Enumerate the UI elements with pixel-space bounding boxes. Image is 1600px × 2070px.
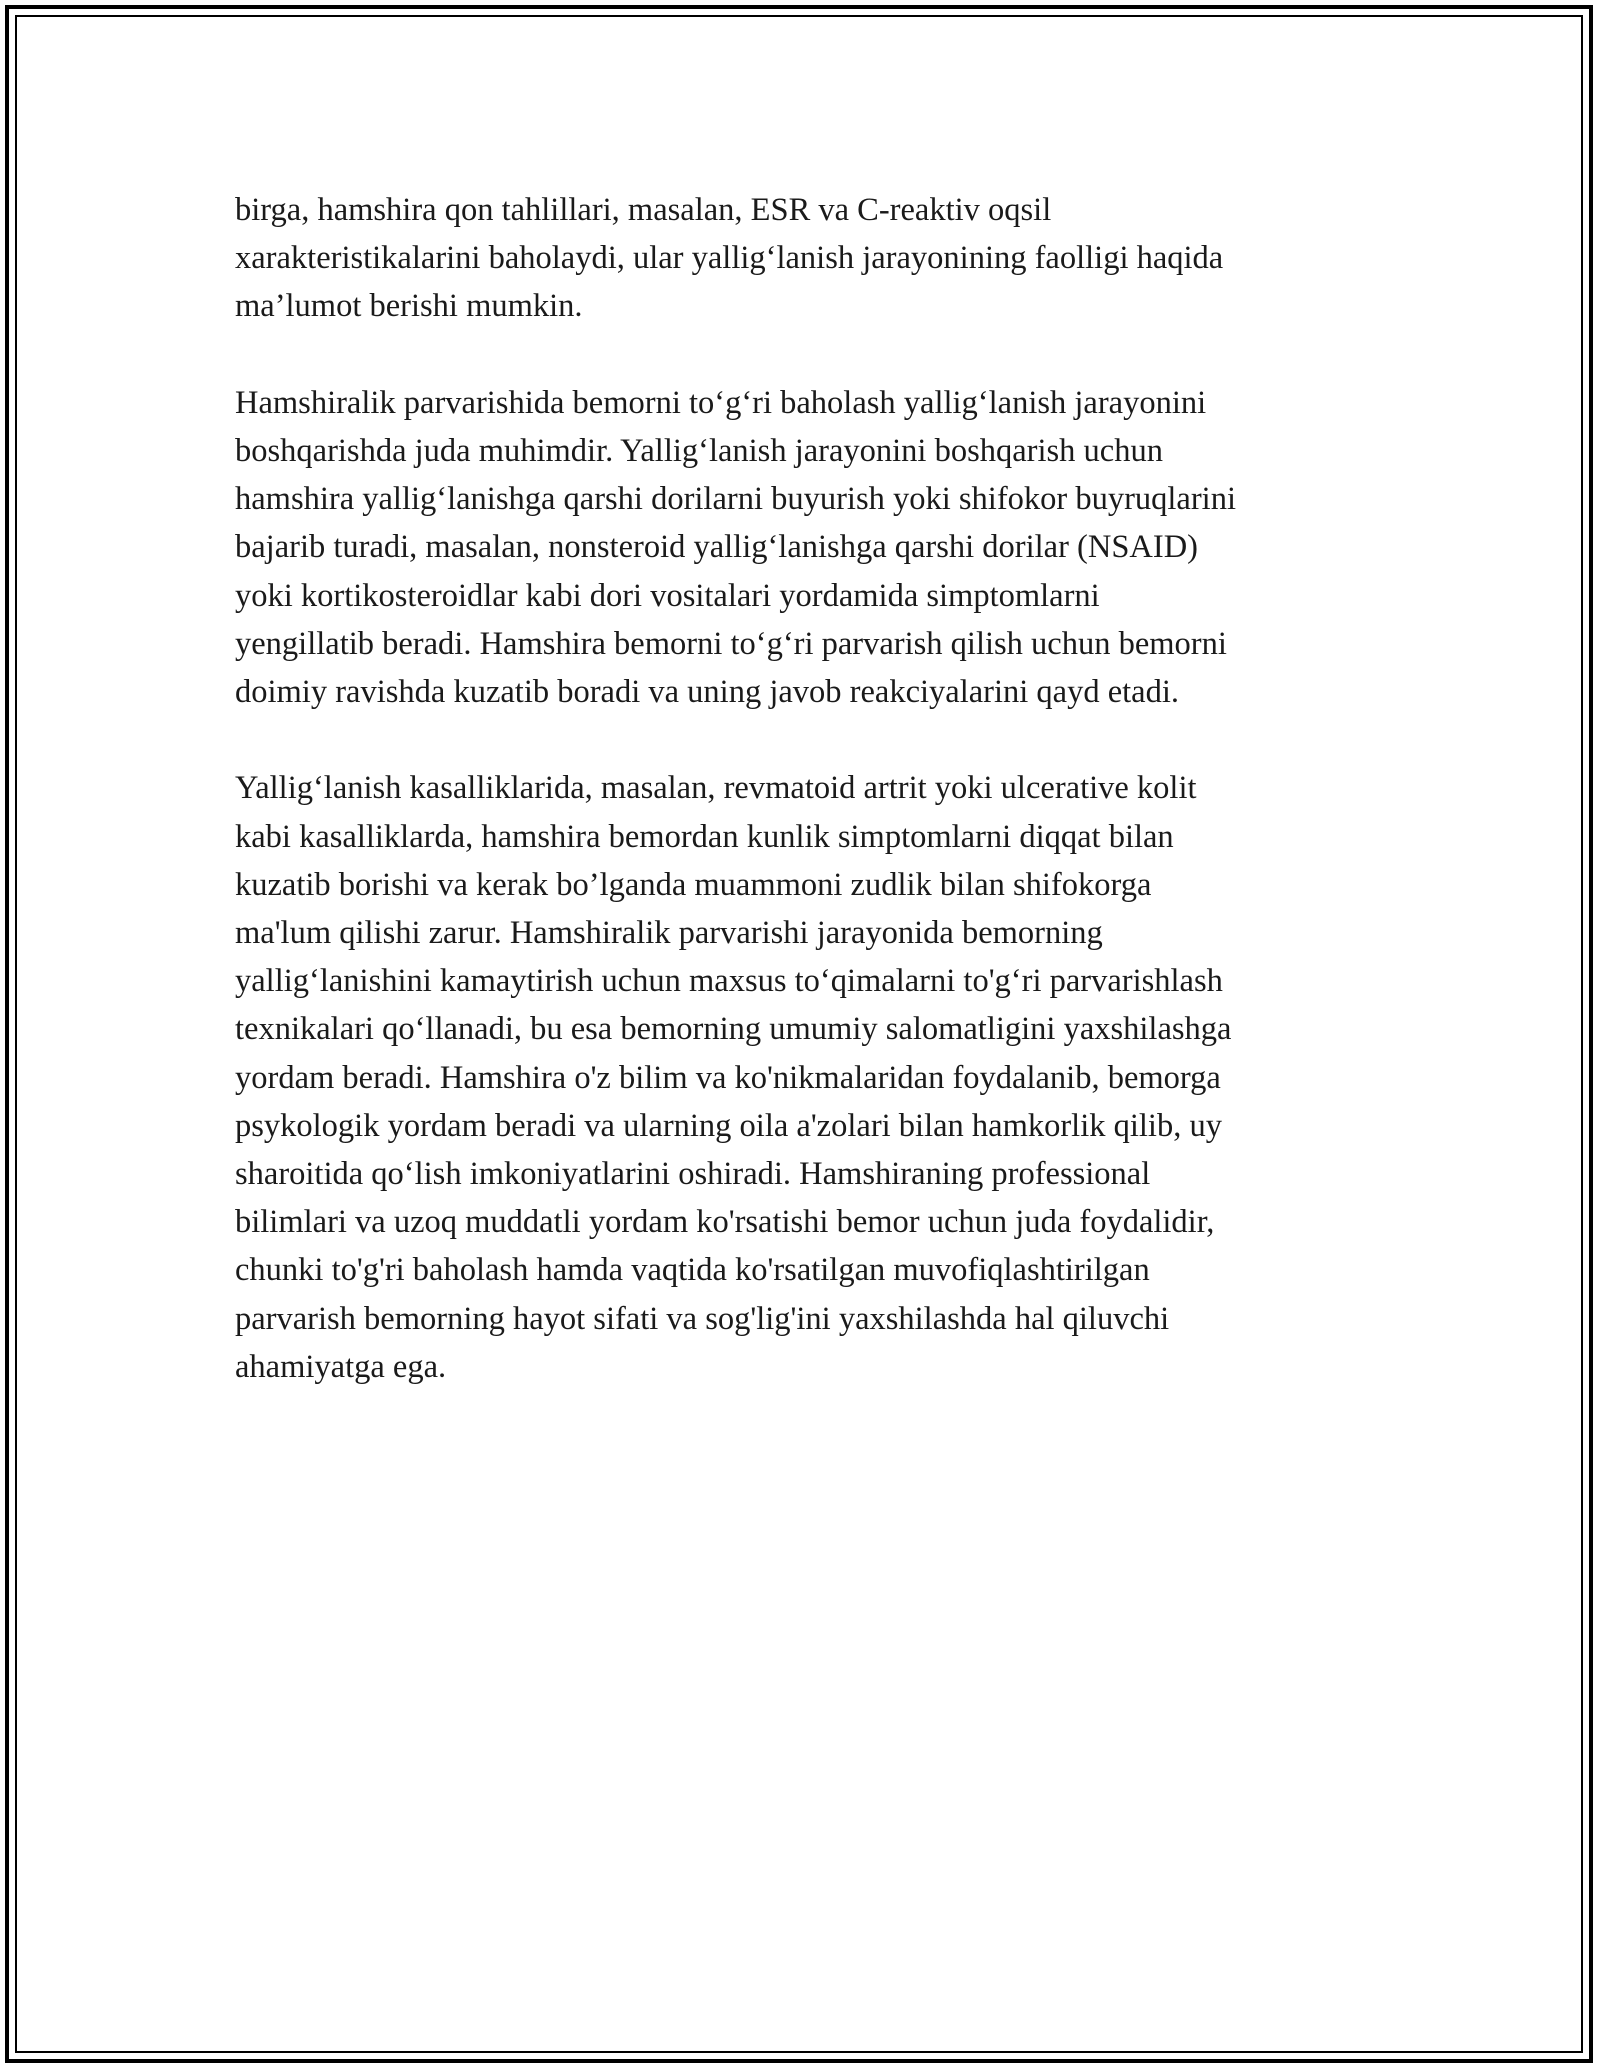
text-line: yordam beradi. Hamshira o'z bilim va ko'nikmalaridan foydalanib, bemorga bbox=[235, 1059, 1221, 1096]
text-line: parvarish bemorning hayot sifati va sog'lig'ini yaxshilashda hal qiluvchi bbox=[235, 1300, 1170, 1337]
paragraph-2 bbox=[235, 379, 1385, 716]
text-line: Hamshiralik parvarishida bemorni to‘g‘ri baholash yallig‘lanish jarayonini bbox=[235, 384, 1207, 421]
text-line: birga, hamshira qon tahlillari, masalan, ESR va C-reaktiv oqsil bbox=[235, 192, 1052, 228]
text-line: bilimlari va uzoq muddatli yordam ko'rsatishi bemor uchun juda foydalidir, bbox=[235, 1204, 1215, 1241]
text-line: xarakteristikalarini baholaydi, ular yallig‘lanish jarayonining faolligi haqida bbox=[235, 240, 1224, 277]
text-line: bajarib turadi, masalan, nonsteroid yallig‘lanishga qarshi dorilar (NSAID) bbox=[235, 529, 1199, 566]
text-line: yoki kortikosteroidlar kabi dori vositalari yordamida simptomlarni bbox=[235, 577, 1100, 614]
text-line: psykologik yordam beradi va ularning oila a'zolari bilan hamkorlik qilib, uy bbox=[235, 1107, 1222, 1144]
text-line: ahamiyatga ega. bbox=[235, 1348, 447, 1385]
text-line: yengillatib beradi. Hamshira bemorni to‘g‘ri parvarish qilish uchun bemorni bbox=[235, 625, 1227, 662]
text-line: texnikalari qo‘llanadi, bu esa bemorning umumiy salomatligini yaxshilashga bbox=[235, 1011, 1232, 1048]
text-line: kabi kasalliklarda, hamshira bemordan kunlik simptomlarni diqqat bilan bbox=[235, 818, 1174, 855]
text-line: boshqarishda juda muhimdir. Yallig‘lanish jarayonini boshqarish uchun bbox=[235, 433, 1163, 469]
text-line: sharoitida qo‘lish imkoniyatlarini oshiradi. Hamshiraning professional bbox=[235, 1156, 1151, 1193]
text-line: yallig‘lanishini kamaytirish uchun maxsus to‘qimalarni to'g‘ri parvarishlash bbox=[235, 963, 1223, 1000]
text-line: hamshira yallig‘lanishga qarshi dorilarni buyurish yoki shifokor buyruqlarini bbox=[235, 481, 1236, 518]
text-line: ma'lum qilishi zarur. Hamshiralik parvarishi jarayonida bemorning bbox=[235, 915, 1103, 952]
text-line: kuzatib borishi va kerak bo’lganda muammoni zudlik bilan shifokorga bbox=[235, 866, 1152, 903]
paragraph-1 bbox=[235, 186, 1385, 331]
paragraph-3 bbox=[235, 764, 1385, 1391]
text-line: doimiy ravishda kuzatib boradi va uning javob reakciyalarini qayd etadi. bbox=[235, 674, 1180, 711]
document-body bbox=[235, 186, 1385, 1439]
text-line: ma’lumot berishi mumkin. bbox=[235, 288, 583, 325]
text-line: Yallig‘lanish kasalliklarida, masalan, revmatoid artrit yoki ulcerative kolit bbox=[235, 770, 1197, 807]
text-line: chunki to'g'ri baholash hamda vaqtida ko'rsatilgan muvofiqlashtirilgan bbox=[235, 1252, 1150, 1289]
